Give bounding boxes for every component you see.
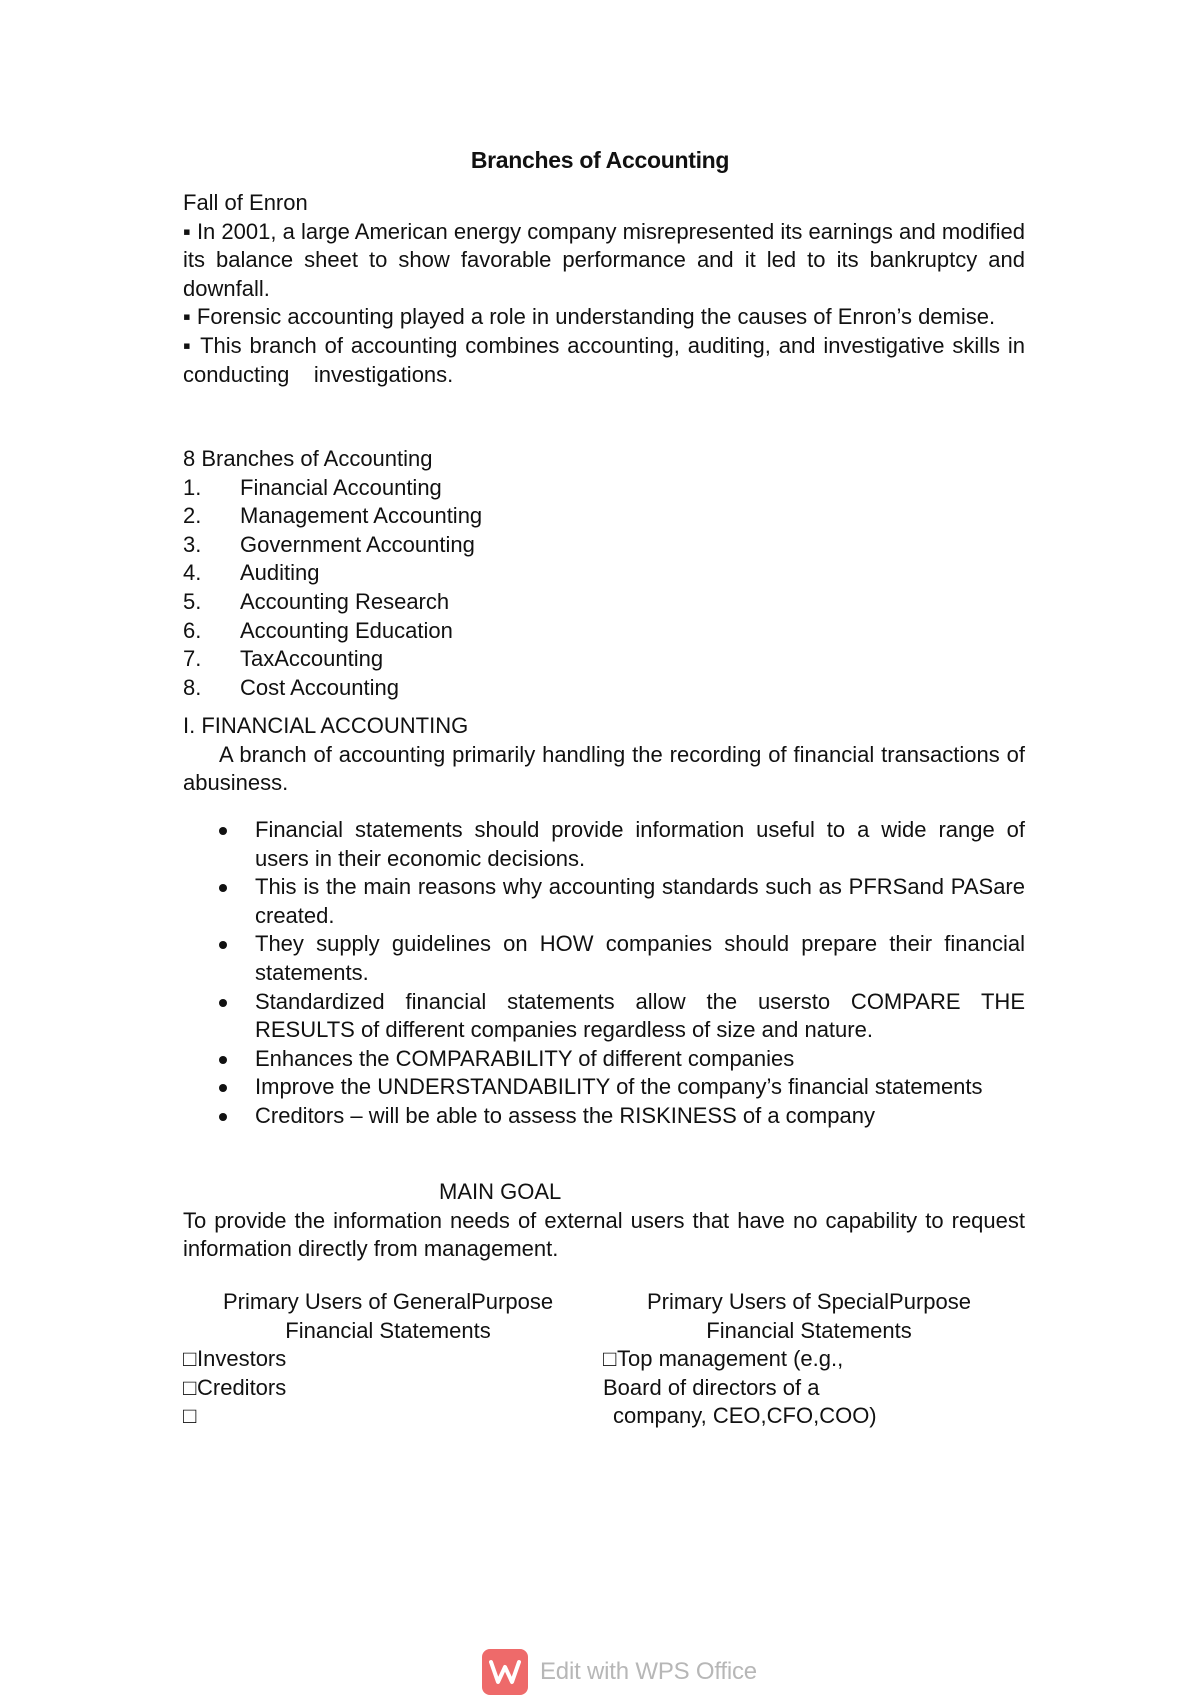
list-item: 8. Cost Accounting [183, 674, 399, 700]
list-item: Financial statements should provide information useful to a wide range of users in their economic decisions. [183, 816, 1025, 873]
enron-heading: Fall of Enron [183, 190, 308, 215]
list-item: Improve the UNDERSTANDABILITY of the company’s financial statements [183, 1073, 1025, 1102]
list-item: □Top management (e.g., [593, 1345, 1025, 1374]
list-item: Creditors – will be able to assess the RISKINESS of a company [183, 1102, 1025, 1131]
list-item: 1. Financial Accounting [183, 474, 442, 500]
wps-edit-badge[interactable] [482, 1649, 757, 1695]
list-item: company, CEO,CFO,COO) [613, 1403, 877, 1429]
branches-section [183, 445, 1025, 702]
enron-bullet-1: ▪ In 2001, a large American energy company misrepresented its earnings and modified its balance sheet to show favorable performance and it led to its bankruptcy and downfall. [183, 218, 1025, 301]
financial-accounting-intro: A branch of accounting primarily handling the recording of financial transactions of abusiness. [183, 741, 1025, 796]
list-item: Board of directors of a [603, 1374, 820, 1400]
list-item: 6. Accounting Education [183, 617, 453, 643]
general-purpose-heading-line-1: Primary Users of GeneralPurpose [222, 1289, 554, 1314]
list-item: Standardized financial statements allow the usersto COMPARE THE RESULTS of different companies regardless of size and nature. [183, 988, 1025, 1045]
list-item: 7. TaxAccounting [183, 646, 384, 672]
special-purpose-heading-line-1: Primary Users of SpecialPurpose [646, 1289, 971, 1314]
enron-bullet-3: ▪ This branch of accounting combines accounting, auditing, and investigative skills in conducting investigations. [183, 332, 1032, 387]
primary-users-table [183, 1288, 1025, 1431]
branches-list [183, 474, 1025, 703]
general-purpose-heading-line-2: Financial Statements [285, 1317, 491, 1343]
document-title: Branches of Accounting [470, 147, 730, 173]
enron-section [183, 189, 1032, 389]
wps-logo-icon [482, 1649, 528, 1695]
list-item: 3. Government Accounting [183, 531, 475, 557]
financial-accounting-section [183, 712, 1025, 798]
checkbox-glyph-icon: □ [183, 1346, 197, 1372]
financial-accounting-bullets [183, 816, 1025, 1131]
main-goal-text: To provide the information needs of external users that have no capability to request information directly from management. [183, 1207, 1025, 1262]
list-item [183, 1402, 593, 1431]
checkbox-glyph-icon: □ [603, 1346, 617, 1372]
list-item: □Investors [183, 1345, 593, 1374]
financial-accounting-heading: I. FINANCIAL ACCOUNTING [183, 713, 469, 738]
checkbox-glyph-icon: □ [183, 1403, 197, 1429]
main-goal-heading: MAIN GOAL [439, 1179, 562, 1204]
list-item: Enhances the COMPARABILITY of different companies [183, 1045, 1025, 1074]
wps-edit-label: Edit with WPS Office [540, 1658, 757, 1686]
special-purpose-users-column [593, 1288, 1025, 1431]
special-purpose-heading-line-2: Financial Statements [706, 1317, 912, 1343]
branches-heading: 8 Branches of Accounting [183, 446, 433, 471]
list-item: 5. Accounting Research [183, 588, 450, 614]
list-item: □Creditors [183, 1374, 593, 1403]
list-item: 2. Management Accounting [183, 503, 483, 529]
enron-bullet-2: ▪ Forensic accounting played a role in understanding the causes of Enron’s demise. [183, 304, 996, 330]
main-goal-section [183, 1178, 1025, 1264]
list-item: This is the main reasons why accounting standards such as PFRSand PASare created. [183, 873, 1025, 930]
checkbox-glyph-icon: □ [183, 1374, 197, 1400]
list-item: 4. Auditing [183, 560, 320, 586]
general-purpose-users-column [183, 1288, 593, 1431]
list-item: They supply guidelines on HOW companies should prepare their financial statements. [183, 930, 1025, 987]
